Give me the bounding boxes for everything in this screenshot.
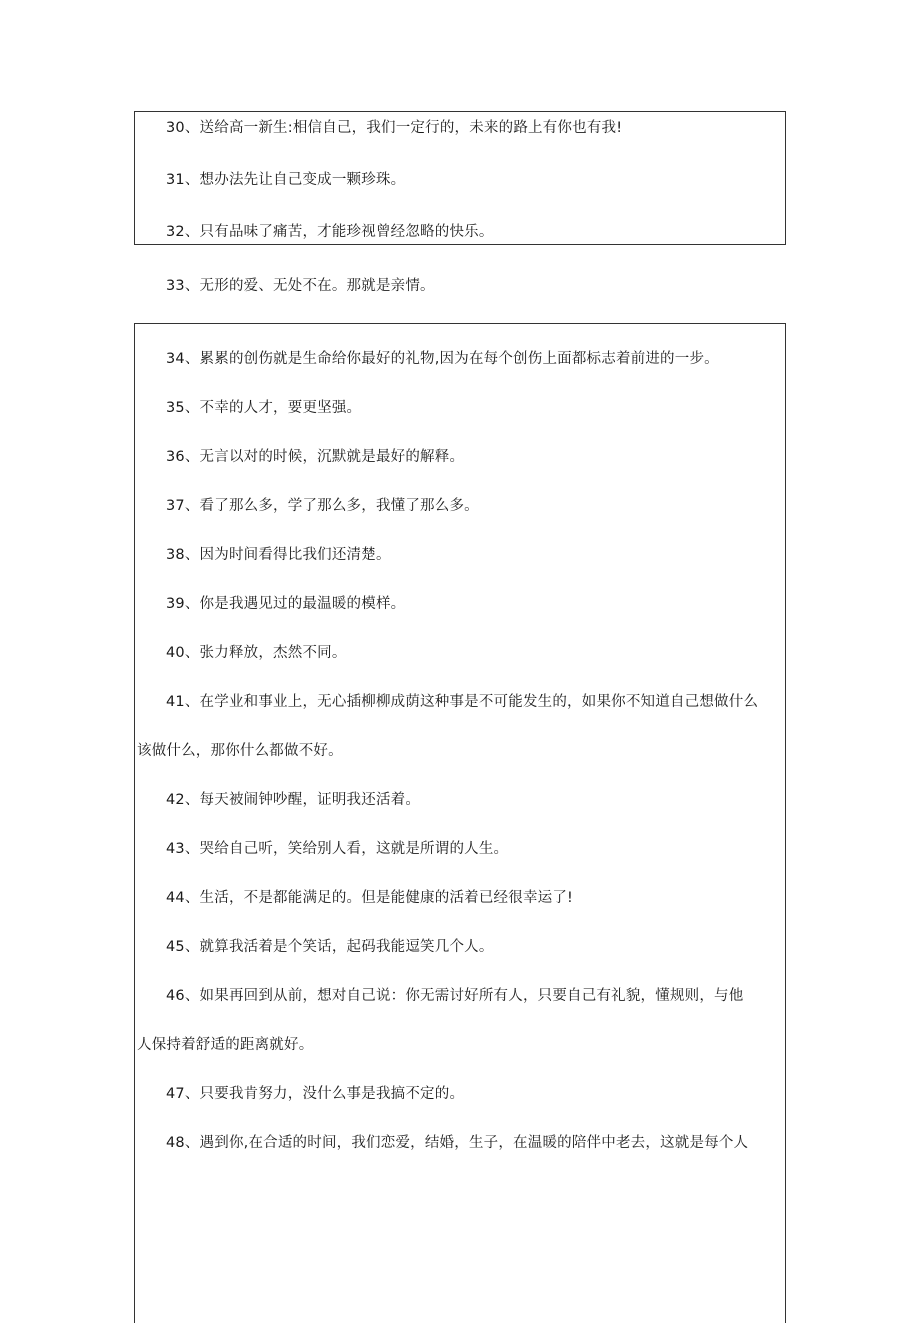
text-line-34: 34、累累的创伤就是生命给你最好的礼物,因为在每个创伤上面都标志着前进的一步。 — [166, 351, 719, 367]
text-line-46: 46、如果再回到从前，想对自己说：你无需讨好所有人，只要自己有礼貌，懂规则，与他 — [166, 988, 744, 1004]
text-line-46-cont: 人保持着舒适的距离就好。 — [137, 1037, 314, 1053]
text-line-48: 48、遇到你,在合适的时间，我们恋爱，结婚，生子，在温暖的陪伴中老去，这就是每个人 — [166, 1135, 749, 1151]
text-line-43: 43、哭给自己听，笑给别人看，这就是所谓的人生。 — [166, 841, 509, 857]
text-line-44: 44、生活，不是都能满足的。但是能健康的活着已经很幸运了! — [166, 890, 574, 906]
text-line-32: 32、只有品味了痛苦，才能珍视曾经忽略的快乐。 — [166, 224, 494, 240]
text-line-40: 40、张力释放，杰然不同。 — [166, 645, 347, 661]
text-line-36: 36、无言以对的时候，沉默就是最好的解释。 — [166, 449, 465, 465]
text-line-39: 39、你是我遇见过的最温暖的模样。 — [166, 596, 406, 612]
text-line-47: 47、只要我肯努力，没什么事是我搞不定的。 — [166, 1086, 465, 1102]
table-box-main — [134, 323, 786, 1323]
text-line-37: 37、看了那么多，学了那么多，我懂了那么多。 — [166, 498, 479, 514]
text-line-35: 35、不幸的人才，要更坚强。 — [166, 400, 362, 416]
text-line-31: 31、想办法先让自己变成一颗珍珠。 — [166, 172, 406, 188]
text-line-30: 30、送给高一新生:相信自己，我们一定行的，未来的路上有你也有我! — [166, 120, 623, 136]
text-line-41: 41、在学业和事业上，无心插柳柳成荫这种事是不可能发生的，如果你不知道自己想做什么 — [166, 694, 759, 710]
text-line-41-cont: 该做什么，那你什么都做不好。 — [137, 743, 343, 759]
text-line-45: 45、就算我活着是个笑话，起码我能逗笑几个人。 — [166, 939, 494, 955]
text-line-33: 33、无形的爱、无处不在。那就是亲情。 — [166, 278, 435, 294]
text-line-38: 38、因为时间看得比我们还清楚。 — [166, 547, 391, 563]
text-line-42: 42、每天被闹钟吵醒，证明我还活着。 — [166, 792, 421, 808]
